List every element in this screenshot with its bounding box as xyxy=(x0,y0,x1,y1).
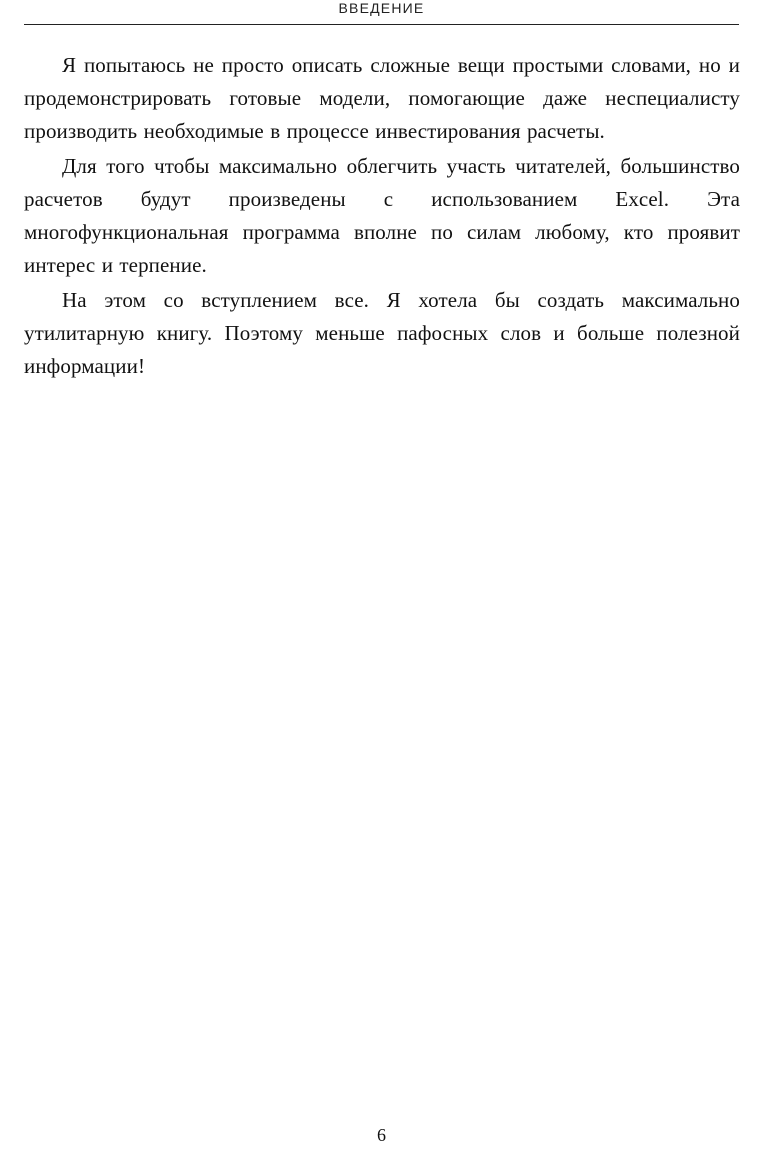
paragraph: На этом со вступлением все. Я хотела бы создать максимально утилитарную книгу. Поэтому меньше пафосных слов и больше полезной информации! xyxy=(24,288,740,378)
running-header xyxy=(24,0,739,25)
section-title: ВВЕДЕНИЕ xyxy=(338,0,425,16)
page-number: 6 xyxy=(377,1125,386,1145)
paragraph: Для того чтобы максимально облегчить участь читателей, большинство расчетов будут произведены с использованием Excel. Эта многофункциональная программа вполне по силам любому, кто проявит интерес и терпение. xyxy=(24,154,740,277)
paragraph: Я попытаюсь не просто описать сложные вещи простыми словами, но и продемонстрировать готовые модели, помогающие даже неспециалисту производить необходимые в процессе инвестирования расчеты. xyxy=(24,53,740,143)
body-text xyxy=(24,49,740,385)
